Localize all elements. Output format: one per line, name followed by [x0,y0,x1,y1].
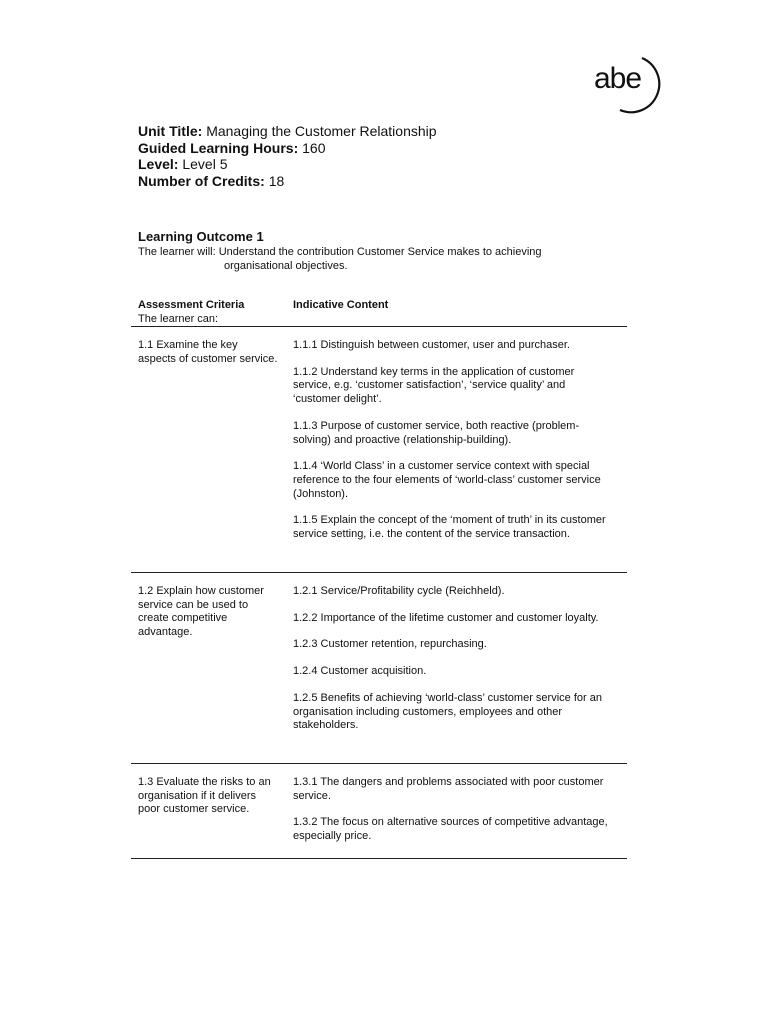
content-item: 1.2.5 Benefits of achieving ‘world-class’ customer service for an organisation including customers, employees and other stakeholders. [293,691,602,732]
level-label: Level: [138,156,179,172]
credits-label: Number of Credits: [138,172,265,189]
credits-line [138,173,437,190]
table-row [131,573,627,764]
content-item: 1.1.5 Explain the concept of the ‘moment of truth’ in its customer service setting, i.e. the content of the service transaction. [293,514,606,541]
content-cell [293,776,613,857]
content-cell [293,585,613,746]
assessment-criteria-subtitle: The learner can: [138,313,219,325]
glh-label: Guided Learning Hours: [138,139,299,156]
assessment-criteria-title: Assessment Criteria [138,299,245,311]
content-item: 1.1.1 Distinguish between customer, user and purchaser. [293,339,570,351]
content-item: 1.3.1 The dangers and problems associated with poor customer service. [293,776,604,802]
content-item: 1.1.4 ‘World Class’ in a customer service context with special reference to the four elements of ‘world-class’ customer service (Johnston). [293,460,601,500]
criteria-cell: 1.2 Explain how customer service can be used to create competitive advantage. [138,585,264,639]
content-item: 1.1.3 Purpose of customer service, both reactive (problem-solving) and proactive (relationship-building). [293,419,580,446]
indicative-content-header [293,298,388,312]
table-header [131,298,627,327]
unit-title-value: Managing the Customer Relationship [206,123,437,139]
guided-learning-hours-line [138,140,437,157]
content-item: 1.2.4 Customer acquisition. [293,665,427,678]
glh-value: 160 [302,139,326,156]
table-row [131,327,627,573]
unit-header [138,123,437,189]
content-item: 1.2.2 Importance of the lifetime customer and customer loyalty. [293,611,599,624]
learning-outcome-line-2: organisational objectives. [224,260,348,272]
criteria-cell: 1.3 Evaluate the risks to an organisation if it delivers poor customer service. [138,776,271,816]
logo-text: abe [594,62,642,95]
table-row [131,764,627,859]
content-item: 1.3.2 The focus on alternative sources of competitive advantage, especially price. [293,816,608,843]
learning-outcome-line-1: The learner will: Understand the contribution Customer Service makes to achieving [138,246,542,258]
unit-title-line [138,123,437,140]
criteria-table [131,298,627,859]
indicative-content-title: Indicative Content [293,299,389,311]
level-line [138,156,437,173]
unit-title-label: Unit Title: [138,123,203,139]
level-value: Level 5 [182,156,228,172]
learning-outcome [138,229,638,273]
content-item: 1.2.1 Service/Profitability cycle (Reichheld). [293,585,505,597]
content-item: 1.1.2 Understand key terms in the application of customer service, e.g. ‘customer satisfaction’, ‘service quality’ and ‘customer delight’. [293,365,575,406]
learning-outcome-title: Learning Outcome 1 [138,229,264,244]
abe-logo [580,52,676,116]
content-item: 1.2.3 Customer retention, repurchasing. [293,638,487,651]
credits-value: 18 [268,172,285,189]
criteria-cell: 1.1 Examine the key aspects of customer service. [138,339,278,365]
content-cell [293,339,613,555]
assessment-criteria-header [138,298,244,326]
